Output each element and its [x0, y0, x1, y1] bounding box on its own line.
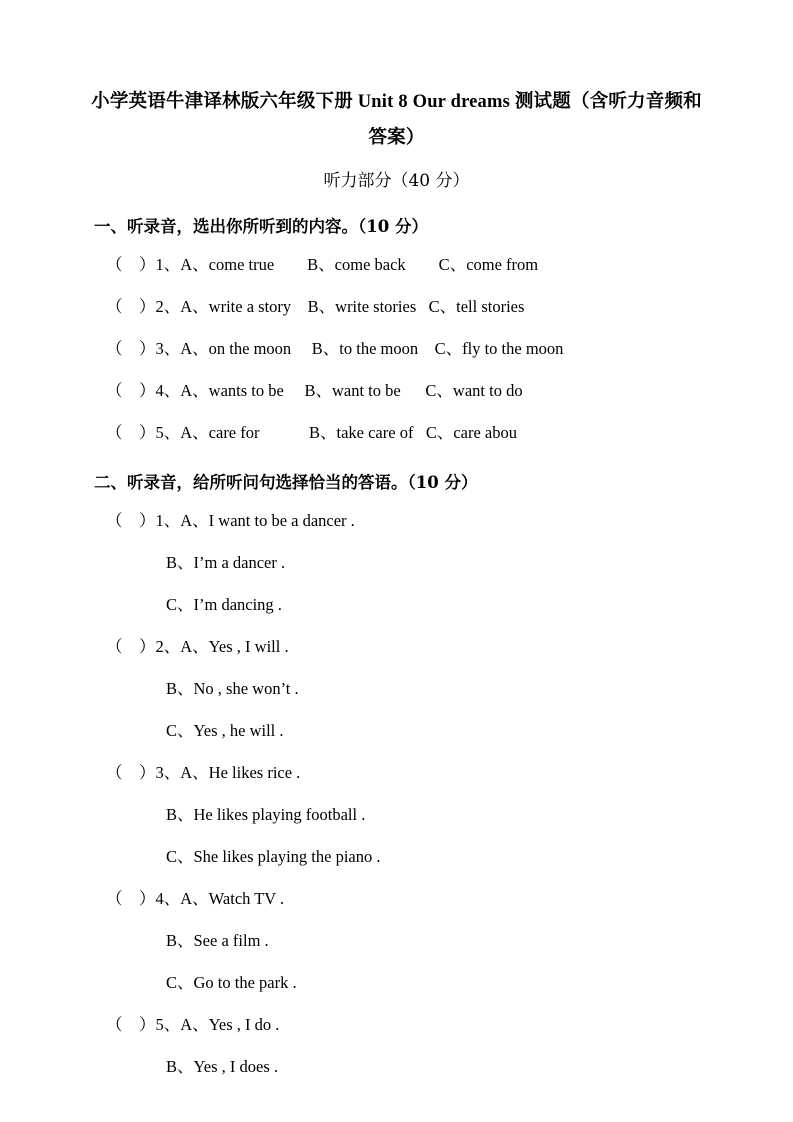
question-option: C、Yes , he will .: [166, 721, 284, 740]
section-title: 听力部分（40 分）: [323, 171, 470, 191]
question-item: （ ）5、A、Yes , I do .: [106, 1015, 280, 1034]
part-two-heading: 二、听录音，给所听问句选择恰当的答语。（10 分）: [94, 473, 478, 492]
question-item: （ ）2、A、write a story B、write stories C、tell stories: [106, 297, 525, 316]
question-option: B、Yes , I does .: [166, 1057, 279, 1076]
question-item: （ ）3、A、on the moon B、to the moon C、fly to the moon: [106, 339, 564, 358]
question-item: （ ）4、A、wants to be B、want to be C、want to do: [106, 381, 523, 400]
question-option: B、See a film .: [166, 931, 269, 950]
question-item: （ ）5、A、care for B、take care of C、care abou: [106, 423, 517, 442]
question-option: B、No , she won’t .: [166, 679, 299, 698]
question-item: （ ）1、A、come true B、come back C、come from: [106, 255, 539, 274]
question-option: B、He likes playing football .: [166, 805, 366, 824]
page-title: 小学英语牛津译林版六年级下册 Unit 8 Our dreams 测试题（含听力音频和答案）: [91, 92, 702, 148]
question-item: （ ）2、A、Yes , I will .: [106, 637, 289, 656]
question-option: C、I’m dancing .: [166, 595, 282, 614]
question-item: （ ）1、A、I want to be a dancer .: [106, 511, 355, 530]
question-item: （ ）3、A、He likes rice .: [106, 763, 301, 782]
part-one-heading: 一、听录音，选出你所听到的内容。（10 分）: [94, 217, 428, 236]
question-option: C、Go to the park .: [166, 973, 297, 992]
question-option: C、She likes playing the piano .: [166, 847, 381, 866]
question-option: B、I’m a dancer .: [166, 553, 286, 572]
part-one-block: [88, 210, 705, 454]
part-two-block: [88, 466, 705, 1088]
question-item: （ ）4、A、Watch TV .: [106, 889, 285, 908]
